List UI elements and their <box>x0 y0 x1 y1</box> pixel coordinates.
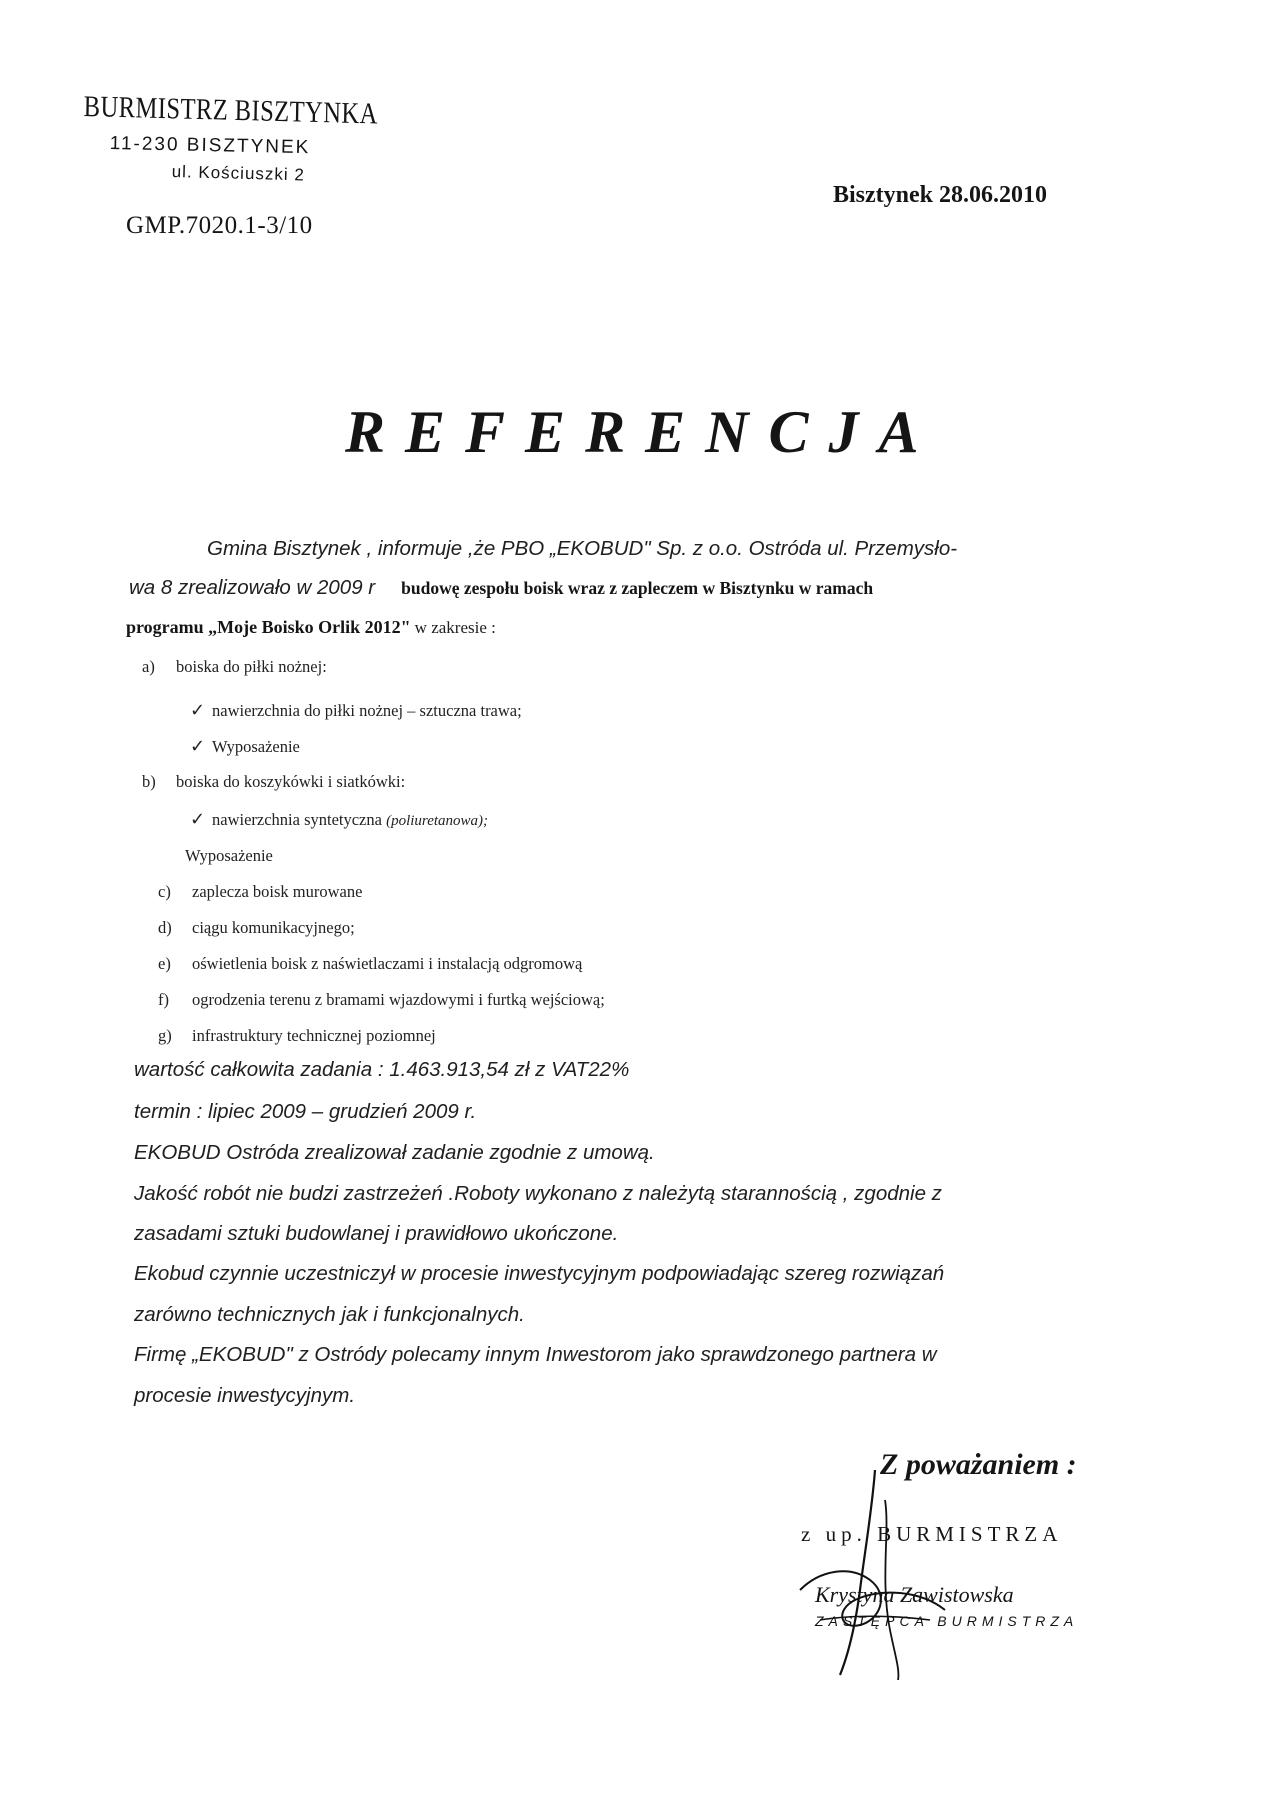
paragraph: Jakość robót nie budzi zastrzeżeń .Roboty wykonano z należytą starannością , zgodnie z <box>134 1182 942 1205</box>
document-date: Bisztynek 28.06.2010 <box>833 182 1048 208</box>
list-item-text: oświetlenia boisk z naświetlaczami i instalacją odgromową <box>192 954 583 973</box>
paragraph: zarówno technicznych jak i funkcjonalnych. <box>134 1303 525 1326</box>
list-item-text: boiska do piłki nożnej: <box>176 657 327 676</box>
list-item <box>190 809 488 830</box>
list-item-text: boiska do koszykówki i siatkówki: <box>176 772 406 791</box>
list-item <box>158 954 582 974</box>
list-item-text: nawierzchnia do piłki nożnej – sztuczna trawa; <box>212 701 522 720</box>
reference-number: GMP.7020.1-3/10 <box>126 212 313 239</box>
program-name: programu „Moje Boisko Orlik 2012" <box>126 617 411 637</box>
on-behalf-line: z up. BURMISTRZA <box>801 1522 1063 1546</box>
list-item <box>190 700 522 721</box>
list-item <box>190 736 300 757</box>
stamp-title: BURMISTRZ BISZTYNKA <box>83 90 379 131</box>
checkmark-icon: ✓ <box>190 809 206 830</box>
list-item <box>158 882 362 902</box>
list-item-note: (poliuretanowa); <box>386 813 489 829</box>
list-marker: b) <box>142 772 156 791</box>
list-marker: d) <box>158 918 172 937</box>
list-item-text: ogrodzenia terenu z bramami wjazdowymi i furtką wejściową; <box>192 990 605 1009</box>
scope-lead: w zakresie : <box>414 618 496 637</box>
list-item-text: zaplecza boisk murowane <box>192 882 363 901</box>
paragraph: Ekobud czynnie uczestniczył w procesie inwestycyjnym podpowiadając szereg rozwiązań <box>134 1262 945 1285</box>
list-marker: a) <box>142 657 155 676</box>
intro-line-2-italic: wa 8 zrealizowało w 2009 r <box>129 576 376 599</box>
paragraph: EKOBUD Ostróda zrealizował zadanie zgodnie z umową. <box>134 1141 655 1164</box>
list-item: Wyposażenie <box>185 846 273 865</box>
signer-title: ZASTĘPCA BURMISTRZA <box>815 1613 1079 1629</box>
handwritten-signature <box>780 1470 980 1680</box>
stamp-address: 11-230 BISZTYNEK <box>109 133 311 159</box>
list-marker: f) <box>158 990 169 1009</box>
document-title: REFERENCJA <box>345 399 939 465</box>
total-value: wartość całkowita zadania : 1.463.913,54 zł z VAT22% <box>134 1058 630 1081</box>
paragraph: procesie inwestycyjnym. <box>134 1384 356 1407</box>
list-marker: g) <box>158 1026 172 1045</box>
intro-line-1: Gmina Bisztynek , informuje ,że PBO „EKOBUD" Sp. z o.o. Ostróda ul. Przemysło- <box>207 537 958 560</box>
stamp-street: ul. Kościuszki 2 <box>171 162 306 185</box>
list-item-text: Wyposażenie <box>212 737 300 756</box>
list-item <box>142 772 405 792</box>
closing-salutation: Z poważaniem : <box>880 1448 1077 1481</box>
list-marker: c) <box>158 882 171 901</box>
list-item <box>158 990 605 1010</box>
signer-name: Krystyna Zawistowska <box>815 1582 1014 1607</box>
intro-line-3 <box>126 617 496 638</box>
list-item <box>158 918 355 938</box>
term: termin : lipiec 2009 – grudzień 2009 r. <box>134 1100 477 1123</box>
list-item-text: nawierzchnia syntetyczna <box>212 810 387 829</box>
list-item-text: infrastruktury technicznej poziomnej <box>192 1026 436 1045</box>
paragraph: zasadami sztuki budowlanej i prawidłowo ukończone. <box>134 1222 619 1245</box>
list-item-text: ciągu komunikacyjnego; <box>192 918 355 937</box>
intro-line-2 <box>129 576 873 600</box>
intro-line-2-rest: budowę zespołu boisk wraz z zapleczem w Bisztynku w ramach <box>401 578 874 598</box>
list-marker: e) <box>158 954 171 973</box>
paragraph: Firmę „EKOBUD" z Ostródy polecamy innym Inwestorom jako sprawdzonego partnera w <box>134 1343 937 1366</box>
list-item <box>158 1026 436 1046</box>
checkmark-icon: ✓ <box>190 736 206 757</box>
list-item <box>142 657 327 677</box>
checkmark-icon: ✓ <box>190 700 206 721</box>
